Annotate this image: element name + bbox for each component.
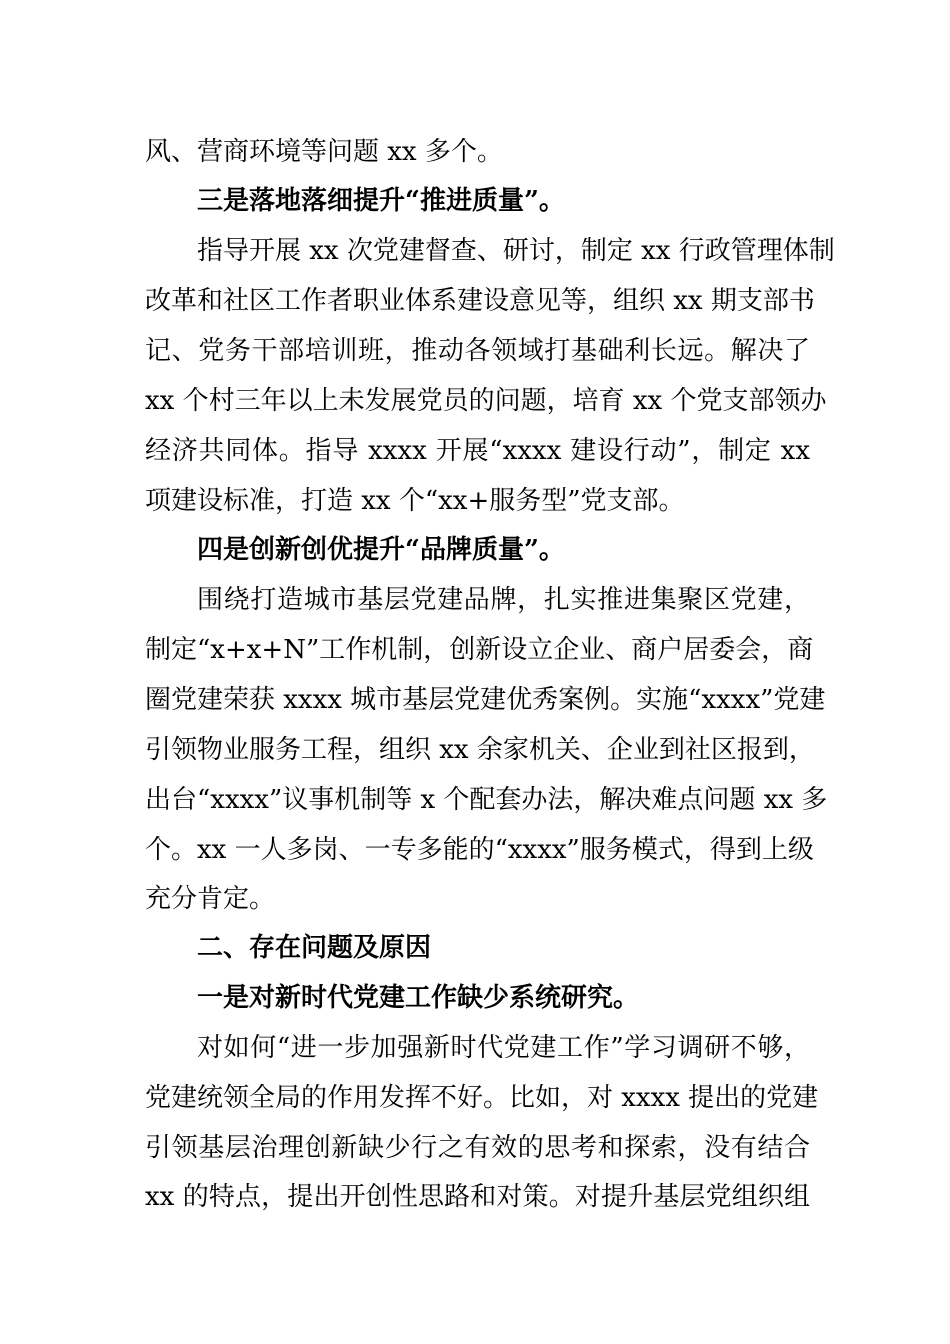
section-heading: 二、存在问题及原因 [197, 933, 432, 963]
paragraph-line: 引领物业服务工程，组织 xx 余家机关、企业到社区报到， [145, 735, 815, 765]
paragraph-line: 记、党务干部培训班，推动各领域打基础利长远。解决了 [145, 336, 810, 366]
subheading-4: 四是创新创优提升“品牌质量”。 [197, 535, 565, 565]
paragraph-line: 圈党建荣获 xxxx 城市基层党建优秀案例。实施“xxxx”党建 [145, 685, 826, 715]
paragraph-line: 充分肯定。 [145, 884, 276, 914]
subheading-1: 一是对新时代党建工作缺少系统研究。 [197, 983, 640, 1013]
paragraph-line: 个。xx 一人多岗、一专多能的“xxxx”服务模式，得到上级 [145, 835, 814, 865]
paragraph-line: 出台“xxxx”议事机制等 x 个配套办法，解决难点问题 xx 多 [145, 785, 828, 815]
paragraph-line: 引领基层治理创新缺少行之有效的思考和探索，没有结合 [145, 1133, 810, 1163]
paragraph-line: 改革和社区工作者职业体系建设意见等，组织 xx 期支部书 [145, 286, 815, 316]
paragraph-line: xx 个村三年以上未发展党员的问题，培育 xx 个党支部领办 [145, 386, 827, 416]
paragraph-line: 经济共同体。指导 xxxx 开展“xxxx 建设行动”，制定 xx [145, 436, 810, 466]
paragraph-line: 项建设标准，打造 xx 个“xx+服务型”党支部。 [145, 486, 685, 516]
paragraph-line: 指导开展 xx 次党建督查、研讨，制定 xx 行政管理体制 [197, 236, 835, 266]
paragraph-line: 风、营商环境等问题 xx 多个。 [145, 137, 503, 167]
paragraph-line: 制定“x+x+N”工作机制，创新设立企业、商户居委会，商 [145, 635, 814, 665]
paragraph-line: 对如何“进一步加强新时代党建工作”学习调研不够， [197, 1033, 810, 1063]
paragraph-line: 围绕打造城市基层党建品牌，扎实推进集聚区党建， [197, 585, 810, 615]
paragraph-line: 党建统领全局的作用发挥不好。比如，对 xxxx 提出的党建 [145, 1083, 819, 1113]
subheading-3: 三是落地落细提升“推进质量”。 [197, 186, 565, 216]
paragraph-line: xx 的特点，提出开创性思路和对策。对提升基层党组织组 [145, 1182, 810, 1212]
